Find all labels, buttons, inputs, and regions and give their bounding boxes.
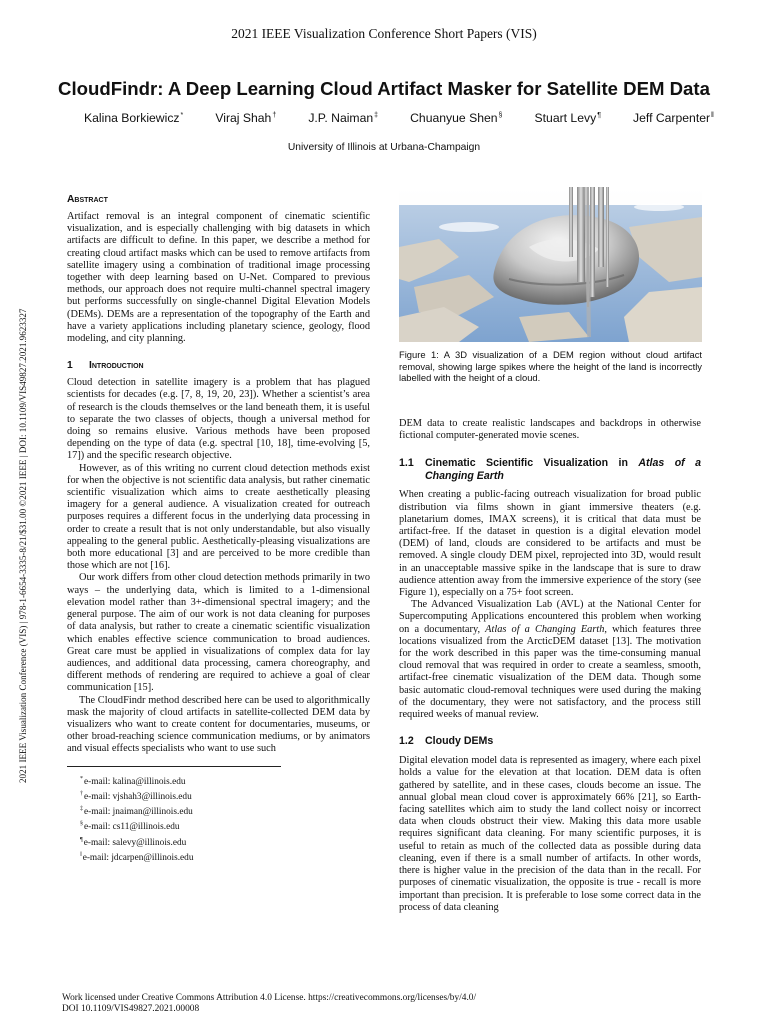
figure-1-dem-visualization	[399, 187, 702, 342]
section-1-1-heading: 1.1 Cinematic Scientific Visualization in Atlas of a Changing Earth	[399, 457, 701, 483]
intro-paragraph-2: However, as of this writing no current cloud detection methods exist for when the objective is not scientific data analysis, but rather cinematic scientific visualization which aims to create aesthetically pleasing imagery for a general audience. A visualization created for outreach purposes requires a different focus in the underlying data processing in order to create a result that is not only understandable, but also visually appealing to the general public. Aesthetically-pleasing visualizations are both more educational [3] and are perceived to be more credible than those which are not [16].	[67, 462, 370, 572]
author: Jeff Carpenter‖	[633, 111, 714, 125]
footnote: †e-mail: vjshah3@illinois.edu	[80, 790, 192, 802]
footer-doi: DOI 10.1109/VIS49827.2021.00008	[62, 1004, 200, 1015]
abstract-text: Artifact removal is an integral component of cinematic scientific visualization, and is especially challenging with big datasets in which artifacts are difficult to define. In this paper, we describe a method for creating cloud artifact masks which can be used to remove artifacts from satellite imagery using a combination of traditional image processing together with deep learning based on U-Net. Compared to previous methods, our approach does not require multi-channel spectral imagery but performs successfully on single-channel Digital Elevation Models (DEMs). DEMs are a representation of the topography of the Earth and have a variety applications including planetary science, geology, flood modeling, and city planning.	[67, 211, 370, 345]
abstract-heading: Abstract	[67, 194, 108, 205]
page-footer	[62, 993, 476, 1015]
footnote: *e-mail: kalina@illinois.edu	[80, 775, 186, 787]
footnote: ‖e-mail: jdcarpen@illinois.edu	[80, 852, 194, 864]
license-notice: Work licensed under Creative Commons Attribution 4.0 License. https://creativecommons.org/licenses/by/4.0/	[62, 993, 477, 1003]
author: J.P. Naiman‡	[308, 111, 379, 125]
conference-header: 2021 IEEE Visualization Conference Short Papers (VIS)	[231, 26, 537, 41]
footnote-divider	[67, 766, 281, 767]
section-1-1-paragraph-2: The Advanced Visualization Lab (AVL) at the National Center for Supercomputing Applications encountered this problem when working on a documentary, Atlas of a Changing Earth, which features three locations visualized from the ArcticDEM dataset [13]. The motivation for the work described in this paper was the time-consuming manual cloud removal that was required in order to create a seamless, smooth, artifact-free cinematic visualization of the DEM data. Though some basic automatic cloud-removal techniques were used during the making of the documentary, they were not satisfactory, and the process still required weeks of manual review.	[399, 599, 701, 721]
author: Stuart Levy¶	[534, 111, 601, 125]
intro-paragraph-3: Our work differs from other cloud detection methods primarily in two ways – the underlying data, which is limited to a 1-dimensional elevation model rather than 3+-dimensional spectral imagery; and the general purpose. The aim of our work is not data cleaning for purposes of data analysis, but rather to create a cinematic scientific visualization which enables effective science communication to broad audiences. Great care must be applied in visualizations of complex data for lay audiences, and additional data processing, camera choreography, and different methods of rendering are required to achieve a goal of clear communication [15].	[67, 572, 370, 694]
footnote: ¶e-mail: salevy@illinois.edu	[80, 836, 187, 848]
section-1-2-paragraph-1: Digital elevation model data is represented as imagery, where each pixel holds a value for the elevation at that location. DEM data is often gathered by satellite, and in these cases, clouds become an issue. The annual global mean cloud cover is approximately 66% [21], so Earth-facing satellites which aim to study the land collect noisy or incorrect data when clouds obstruct their view. Making this data more usable requires significant data cleaning. For many scientific purposes, it is useful to retain as much of the collected data as possible during data cleaning, even if there is a small number of artifacts. In other words, there is higher value in the precision of the data than in the recall. For purposes of cinematic visualization, the opposite is true - recall is more important than precision. It is preferable to lose some correct data in the process of data cleaning	[399, 755, 701, 913]
intro-paragraph-1: Cloud detection in satellite imagery is a problem that has plagued scientists for decades (e.g. [7, 8, 19, 20, 23]). Whether a scientist’s area of research is the clouds themselves or the land beneath them, it is useful to separate the two classes of objects, though a universal method for doing so remains elusive. Various methods have been proposed depending on the type of data (e.g. spectral [10, 18], time-evolving [5, 17]) and the specific research objective.	[67, 377, 370, 462]
paper-title: CloudFindr: A Deep Learning Cloud Artifact Masker for Satellite DEM Data	[58, 78, 710, 99]
section-1-2-heading: 1.2 Cloudy DEMs	[399, 735, 494, 748]
dem-terrain-image	[399, 187, 702, 342]
section-1-1-paragraph-1: When creating a public-facing outreach visualization for broad public distribution via films shown in giant immersive theaters (e.g. planetarium domes, IMAX screens), it is critical that data must be artifact-free. If the dataset in question is a digital elevation model (DEM) of land, clouds are considered to be artifacts and must be removed. A single cloudy DEM pixel, reprojected into 3D, would result in an unacceptable massive spike in the landscape that is sure to draw audience attention away from the immersive experience of the story (see Figure 1), especially on a 75+ foot screen.	[399, 489, 701, 599]
intro-paragraph-4: The CloudFindr method described here can be used to algorithmically mask the majority of cloud artifacts in satellite-collected DEM data by visualizers who want to create content for documentaries, museums, or other broad-reaching science communication mediums, or by animators and visual effects specialists who want to use such	[67, 694, 370, 755]
author: Kalina Borkiewicz*	[84, 111, 184, 125]
author-list	[84, 111, 714, 125]
right-column	[399, 418, 701, 914]
side-doi-stamp: 2021 IEEE Visualization Conference (VIS) | 978-1-6654-3335-8/21/$31.00 ©2021 IEEE | DOI: 10.1109/VIS49827.2021.9623327	[18, 308, 28, 783]
footnotes	[67, 773, 370, 865]
left-column	[67, 193, 370, 864]
section-1-heading: 1 Introduction	[67, 360, 144, 372]
author: Viraj Shah†	[215, 111, 277, 125]
right-paragraph-0: DEM data to create realistic landscapes and backdrops in otherwise fictional computer-generated movie scenes.	[399, 418, 701, 442]
footnote: ‡e-mail: jnaiman@illinois.edu	[80, 806, 193, 818]
footnote: §e-mail: cs11@illinois.edu	[80, 821, 180, 833]
author: Chuanyue Shen§	[410, 111, 503, 125]
figure-1-caption: Figure 1: A 3D visualization of a DEM region without cloud artifact removal, showing large spikes where the height of the land is incorrectly labelled with the height of a cloud.	[399, 349, 702, 384]
affiliation: University of Illinois at Urbana-Champaign	[287, 142, 481, 153]
